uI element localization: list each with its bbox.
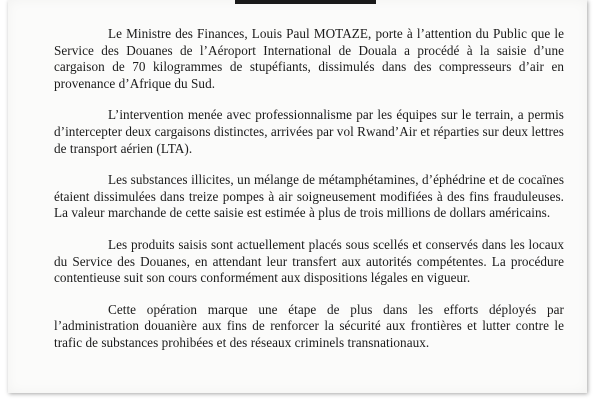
- paragraph-seizure-announcement: Le Ministre des Finances, Louis Paul MOTAZE, porte à l’attention du Public que le Service des Douanes de l’Aéroport International de Douala a procédé à la saisie d’une cargaison de 70 kilogrammes de stupéfiants, dissimulés dans des compresseurs d’air en provenance d’Afrique du Sud.: [54, 26, 564, 91]
- title-banner-fragment: [235, 0, 376, 4]
- document-page: [8, 0, 587, 393]
- paragraph-conclusion: Cette opération marque une étape de plus dans les efforts déployés par l’administration douanière aux fins de renforcer la sécurité aux frontières et lutter contre le trafic de substances prohibées et des réseaux criminels transnationaux.: [54, 301, 564, 350]
- press-release-body: [54, 26, 564, 352]
- paragraph-procedure: Les produits saisis sont actuellement placés sous scellés et conservés dans les locaux du Service des Douanes, en attendant leur transfert aux autorités compétentes. La procédure contentieuse suit son cours conformément aux dispositions légales en vigueur.: [54, 236, 564, 286]
- paragraph-interception: L’intervention menée avec professionnalisme par les équipes sur le terrain, a permis d’intercepter deux cargaisons distinctes, arrivées par vol Rwand’Air et réparties sur deux lettres de transport aérien (LTA).: [54, 107, 564, 156]
- paragraph-substances: Les substances illicites, un mélange de métamphétamines, d’éphédrine et de cocaïnes étaient dissimulées dans treize pompes à air soigneusement modifiées à des fins frauduleuses. La valeur marchande de cette saisie est estimée à plus de trois millions de dollars américains.: [54, 172, 564, 221]
